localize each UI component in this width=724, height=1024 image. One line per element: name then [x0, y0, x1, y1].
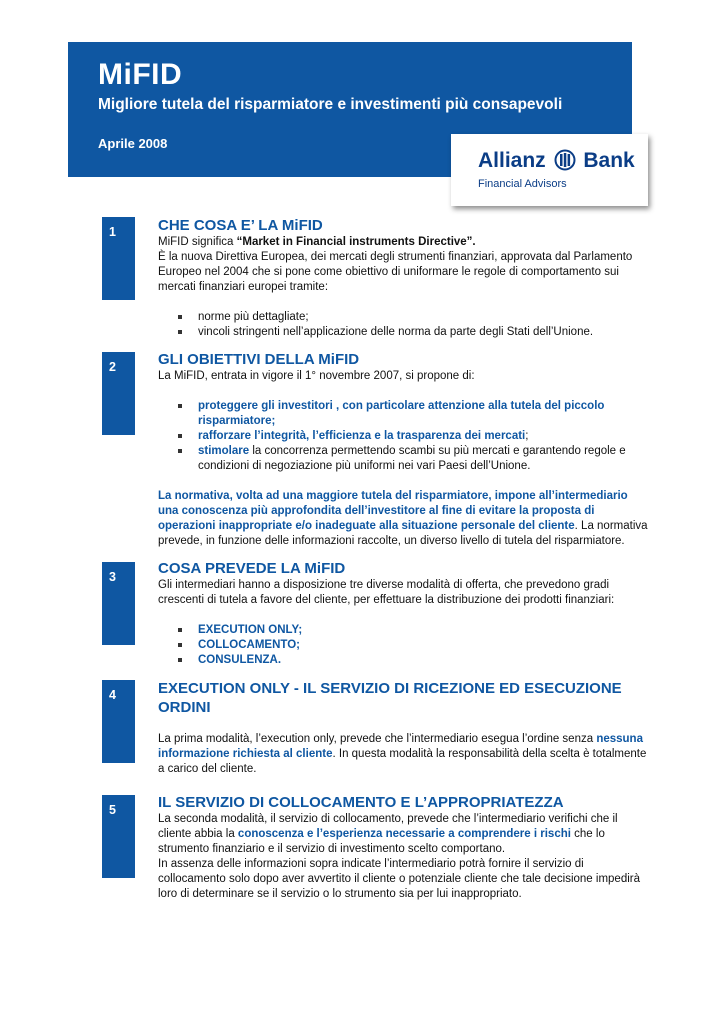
highlight-text: La normativa, volta ad una maggiore tutela del risparmiatore, impone all’intermediario una conoscenza più approfondita dell’investitore al fine di evitare la proposta di operazioni inappropriate e/o inadeguate alla situazione personale del cliente	[158, 490, 628, 532]
list-item: vincoli stringenti nell’applicazione delle norma da parte degli Stati dell’Unione.	[158, 325, 648, 340]
paragraph-text: che lo strumento finanziario e il servizio di investimento scelto comportano.	[158, 828, 605, 855]
paragraph-text: . La normativa prevede, in funzione delle informazioni raccolte, un diverso livello di tutela del risparmiatore.	[158, 520, 648, 547]
closing-paragraph	[158, 489, 648, 549]
section-number: 3	[109, 570, 116, 584]
paragraph	[158, 812, 648, 857]
paragraph-text: . In questa modalità la responsabilità della scelta è totalmente a carico del cliente.	[158, 748, 647, 775]
list-item: proteggere gli investitori , con particolare attenzione alla tutela del piccolo risparmiatore;	[158, 399, 648, 429]
section-1	[158, 216, 648, 340]
list-item: COLLOCAMENTO;	[158, 638, 648, 653]
highlight-text: conoscenza e l’esperienza necessarie a comprendere i rischi	[237, 828, 571, 840]
section-number: 5	[109, 803, 116, 817]
logo-name	[478, 149, 635, 174]
definition-text: MiFID significa	[158, 236, 237, 248]
list-item-text: la concorrenza permettendo scambi su più mercati e garantendo regole e condizioni di negoziazione più uniformi nei vari Paesi dell’Unione.	[198, 445, 626, 472]
paragraph: Gli intermediari hanno a disposizione tre diverse modalità di offerta, che prevedono gradi crescenti di tutela a favore del cliente, per effettuare la distribuzione dei prodotti finanziari:	[158, 579, 615, 606]
allianz-bank-logo	[451, 134, 648, 206]
section-5	[158, 793, 648, 902]
section-number: 1	[109, 225, 116, 239]
logo-name-part1: Allianz	[478, 149, 546, 173]
paragraph: È la nuova Direttiva Europea, dei mercati degli strumenti finanziari, approvata dal Parlamento Europeo nel 2004 che si pone come obiettivo di uniformare le regole di comportamento sui mercati finanziari europei tramite:	[158, 251, 633, 293]
section-number-box	[102, 217, 135, 300]
allianz-eagle-icon	[554, 149, 576, 171]
list-item: norme più dettagliate;	[158, 310, 648, 325]
section-title: GLI OBIETTIVI DELLA MiFID	[158, 351, 360, 368]
paragraph-text: La seconda modalità, il servizio di collocamento, prevede che l’intermediario verifichi che il cliente abbia la	[158, 813, 618, 840]
definition-bold: “Market in Financial instruments Directive”.	[236, 236, 476, 248]
list-item	[158, 444, 648, 474]
bullet-list	[158, 399, 648, 474]
section-4	[158, 679, 648, 777]
section-title: EXECUTION ONLY - IL SERVIZIO DI RICEZIONE ED ESECUZIONE ORDINI	[158, 680, 622, 716]
paragraph: La MiFID, entrata in vigore il 1° novembre 2007, si propone di:	[158, 370, 475, 382]
section-title: IL SERVIZIO DI COLLOCAMENTO E L’APPROPRIATEZZA	[158, 794, 564, 811]
paragraph	[158, 732, 648, 777]
section-number-box	[102, 352, 135, 435]
list-item: CONSULENZA.	[158, 653, 648, 668]
section-number: 4	[109, 688, 116, 702]
section-number-box	[102, 562, 135, 645]
bullet-list	[158, 310, 648, 340]
logo-name-part2: Bank	[583, 149, 635, 173]
list-item: EXECUTION ONLY;	[158, 623, 648, 638]
highlight-text: nessuna informazione richiesta al cliente	[158, 733, 643, 760]
section-number: 2	[109, 360, 116, 374]
list-item	[158, 429, 648, 444]
section-title: CHE COSA E’ LA MiFID	[158, 217, 323, 234]
definition-line	[158, 235, 648, 250]
section-title: COSA PREVEDE LA MiFID	[158, 560, 346, 577]
paragraph-text: La prima modalità, l’execution only, prevede che l’intermediario esegua l’ordine senza	[158, 733, 597, 745]
logo-tagline: Financial Advisors	[478, 178, 567, 190]
highlight-text: stimolare	[198, 445, 250, 457]
bullet-list	[158, 623, 648, 668]
highlight-text: rafforzare l’integrità, l’efficienza e la trasparenza dei mercati	[198, 430, 526, 442]
page-title: MiFID	[98, 58, 183, 91]
list-item-text: ;	[525, 430, 529, 442]
section-number-box	[102, 795, 135, 878]
paragraph: In assenza delle informazioni sopra indicate l’intermediario potrà fornire il servizio di collocamento solo dopo aver avvertito il cliente o potenziale cliente che tale decisione impedirà loro di determinare se il servizio o lo strumento sia per lui inappropriato.	[158, 858, 641, 900]
publication-date: Aprile 2008	[98, 136, 168, 151]
page-subtitle: Migliore tutela del risparmiatore e investimenti più consapevoli	[98, 96, 563, 113]
section-2	[158, 350, 648, 549]
section-number-box	[102, 680, 135, 763]
section-3	[158, 559, 648, 668]
